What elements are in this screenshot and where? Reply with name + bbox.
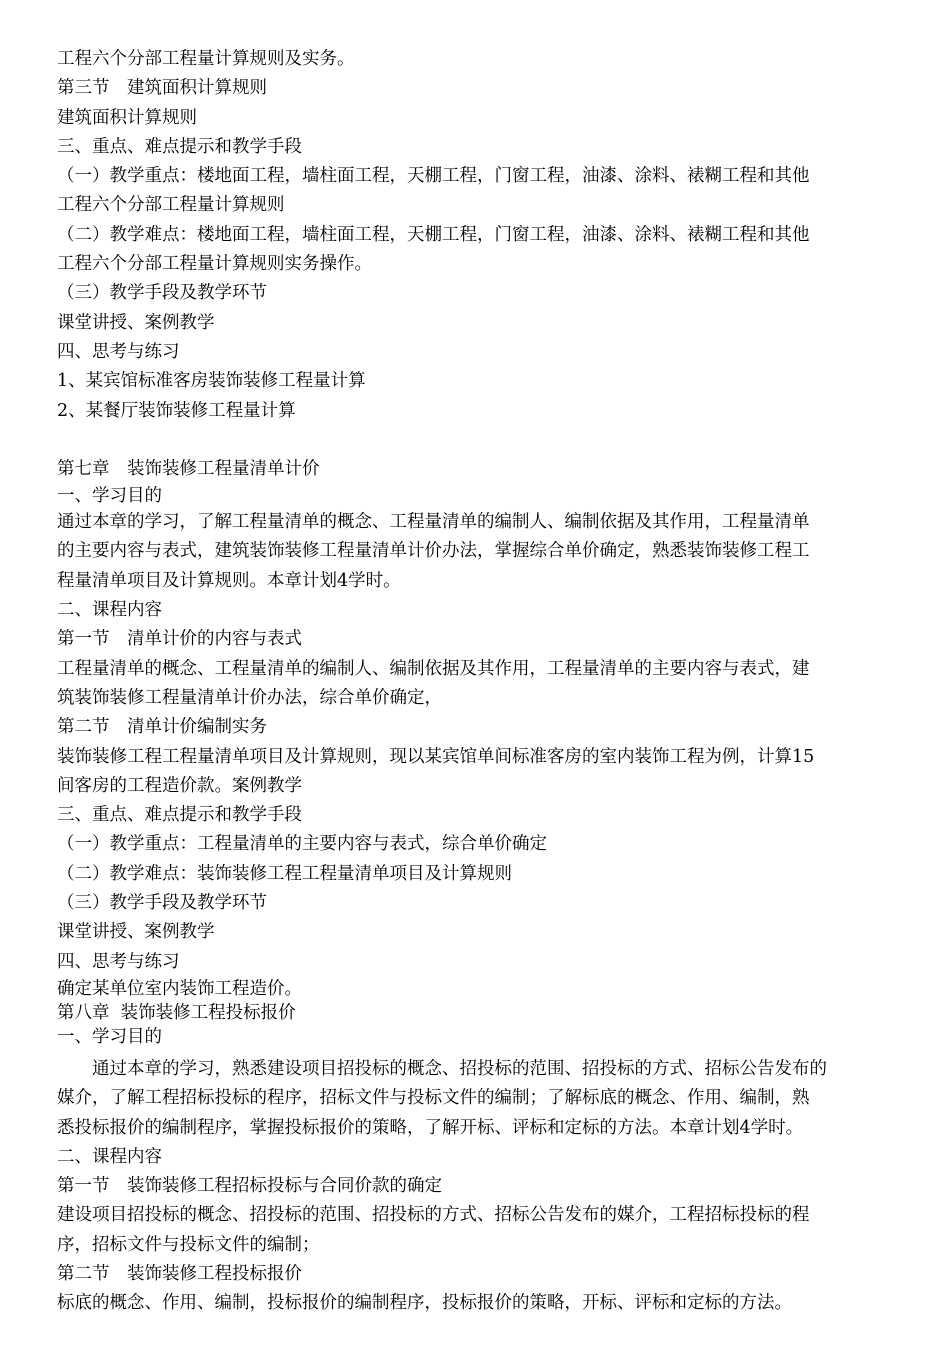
section-heading: 一、学习目的 <box>57 486 162 507</box>
text-line: （一）教学重点：楼地面工程，墙柱面工程，天棚工程，门窗工程，油漆、涂料、裱糊工程和其他 <box>57 166 810 187</box>
section-heading: 二、课程内容 <box>57 600 162 621</box>
text-line: 通过本章的学习，熟悉建设项目招投标的概念、招投标的范围、招投标的方式、招标公告发布的 <box>57 1058 827 1079</box>
text-line: 媒介，了解工程招标投标的程序，招标文件与投标文件的编制；了解标底的概念、作用、编制，熟 <box>57 1088 810 1109</box>
blank-line <box>57 426 894 455</box>
text-line: 确定某单位室内装饰工程造价。 <box>57 978 302 999</box>
text-line: 程量清单项目及计算规则。本章计划4学时。 <box>57 570 401 591</box>
text-line: 通过本章的学习，了解工程量清单的概念、工程量清单的编制人、编制依据及其作用，工程量清单 <box>57 512 810 533</box>
chapter-heading: 第七章 装饰装修工程量清单计价 <box>57 458 320 479</box>
text-line: 装饰装修工程工程量清单项目及计算规则，现以某宾馆单间标准客房的室内装饰工程为例，计算15 <box>57 746 815 767</box>
text-line: 标底的概念、作用、编制，投标报价的编制程序，投标报价的策略，开标、评标和定标的方法。 <box>57 1293 792 1314</box>
section-heading: 三、重点、难点提示和教学手段 <box>57 136 302 157</box>
section-heading: 四、思考与练习 <box>57 341 180 362</box>
text-line: 工程六个分部工程量计算规则实务操作。 <box>57 254 372 275</box>
text-line: （三）教学手段及教学环节 <box>57 893 267 914</box>
section-heading: 三、重点、难点提示和教学手段 <box>57 805 302 826</box>
text-line: 建设项目招投标的概念、招投标的范围、招投标的方式、招标公告发布的媒介，工程招标投标的程 <box>57 1205 810 1226</box>
chapter-heading: 第八章 装饰装修工程投标报价 <box>57 1002 296 1023</box>
text-line: 间客房的工程造价款。案例教学 <box>57 775 302 796</box>
text-line: 课堂讲授、案例教学 <box>57 922 215 943</box>
text-line: （二）教学难点：装饰装修工程工程量清单项目及计算规则 <box>57 863 512 884</box>
list-item: 2、某餐厅装饰装修工程量计算 <box>57 400 296 421</box>
section-heading: 一、学习目的 <box>57 1026 162 1047</box>
text-line: 的主要内容与表式，建筑装饰装修工程量清单计价办法，掌握综合单价确定，熟悉装饰装修工程工 <box>57 541 810 562</box>
list-item: 1、某宾馆标准客房装饰装修工程量计算 <box>57 371 366 392</box>
section-heading: 二、课程内容 <box>57 1146 162 1167</box>
text-line: 工程六个分部工程量计算规则及实务。 <box>57 49 355 69</box>
section-heading: 第一节 清单计价的内容与表式 <box>57 629 302 650</box>
text-line: 悉投标报价的编制程序，掌握投标报价的策略，了解开标、评标和定标的方法。本章计划4学时。 <box>57 1117 804 1138</box>
text-line: （一）教学重点：工程量清单的主要内容与表式，综合单价确定 <box>57 834 547 855</box>
text-line: 工程六个分部工程量计算规则 <box>57 195 285 216</box>
section-heading: 第二节 装饰装修工程投标报价 <box>57 1263 302 1284</box>
section-heading: 第三节 建筑面积计算规则 <box>57 78 267 99</box>
text-line: 课堂讲授、案例教学 <box>57 312 215 333</box>
text-line: 工程量清单的概念、工程量清单的编制人、编制依据及其作用，工程量清单的主要内容与表式，建 <box>57 658 810 679</box>
text-line: 建筑面积计算规则 <box>57 107 197 128</box>
text-line: 筑装饰装修工程量清单计价办法，综合单价确定， <box>57 687 442 708</box>
text-line: （三）教学手段及教学环节 <box>57 283 267 304</box>
section-heading: 四、思考与练习 <box>57 951 180 972</box>
section-heading: 第二节 清单计价编制实务 <box>57 717 267 738</box>
section-heading: 第一节 装饰装修工程招标投标与合同价款的确定 <box>57 1176 442 1197</box>
text-line: （二）教学难点：楼地面工程，墙柱面工程，天棚工程，门窗工程，油漆、涂料、裱糊工程和其他 <box>57 224 810 245</box>
text-line: 序，招标文件与投标文件的编制； <box>57 1234 320 1255</box>
